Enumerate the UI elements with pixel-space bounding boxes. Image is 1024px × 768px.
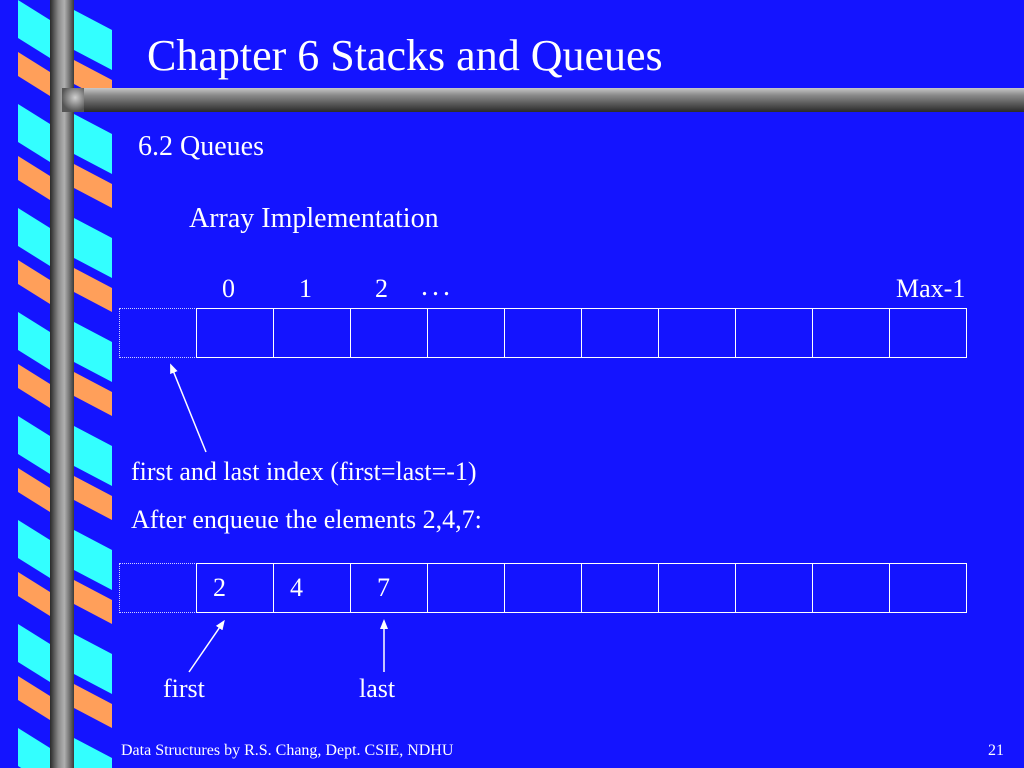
array-value: 7 [377,573,390,602]
array-cell [581,308,659,358]
array-value: 2 [213,573,226,602]
empty-index-arrow [172,368,206,452]
array-cell [581,563,659,613]
array-cell [504,308,582,358]
array-cell [735,308,813,358]
array-cell [658,563,736,613]
array-cell [427,563,505,613]
first-pointer-label: first [163,674,205,703]
index-label-2: 2 [375,274,388,303]
array-cell [196,563,274,613]
array-cell-minus-1 [119,308,197,358]
index-label-0: 0 [222,274,235,303]
page-number: 21 [988,742,1004,759]
index-ellipsis: ... [421,271,454,302]
array-cell [427,308,505,358]
array-cell [889,308,967,358]
array-cell [350,308,428,358]
section-heading: 6.2 Queues [138,131,264,162]
subsection-heading: Array Implementation [189,203,439,234]
index-label-max: Max-1 [896,274,966,303]
array-cell [812,563,890,613]
decorative-ribbon [0,0,112,768]
array-cell [350,563,428,613]
array-cell [273,308,351,358]
array-cell [812,308,890,358]
last-pointer-label: last [359,674,396,703]
array-cell [658,308,736,358]
array-cell [889,563,967,613]
array-cell [273,563,351,613]
index-label-1: 1 [299,274,312,303]
empty-state-caption: first and last index (first=last=-1) [131,457,477,486]
after-enqueue-caption: After enqueue the elements 2,4,7: [131,505,482,534]
slide-title: Chapter 6 Stacks and Queues [147,31,663,80]
array-cell [504,563,582,613]
title-divider-bar [62,88,1024,112]
array-cell [735,563,813,613]
first-pointer-arrow [189,624,222,672]
array-cell [196,308,274,358]
footer-credit: Data Structures by R.S. Chang, Dept. CSIE, NDHU [121,742,454,759]
array-cell-minus-1 [119,563,197,613]
queue-array-filled [119,563,967,613]
queue-array-empty [119,308,967,358]
array-value: 4 [290,573,303,602]
